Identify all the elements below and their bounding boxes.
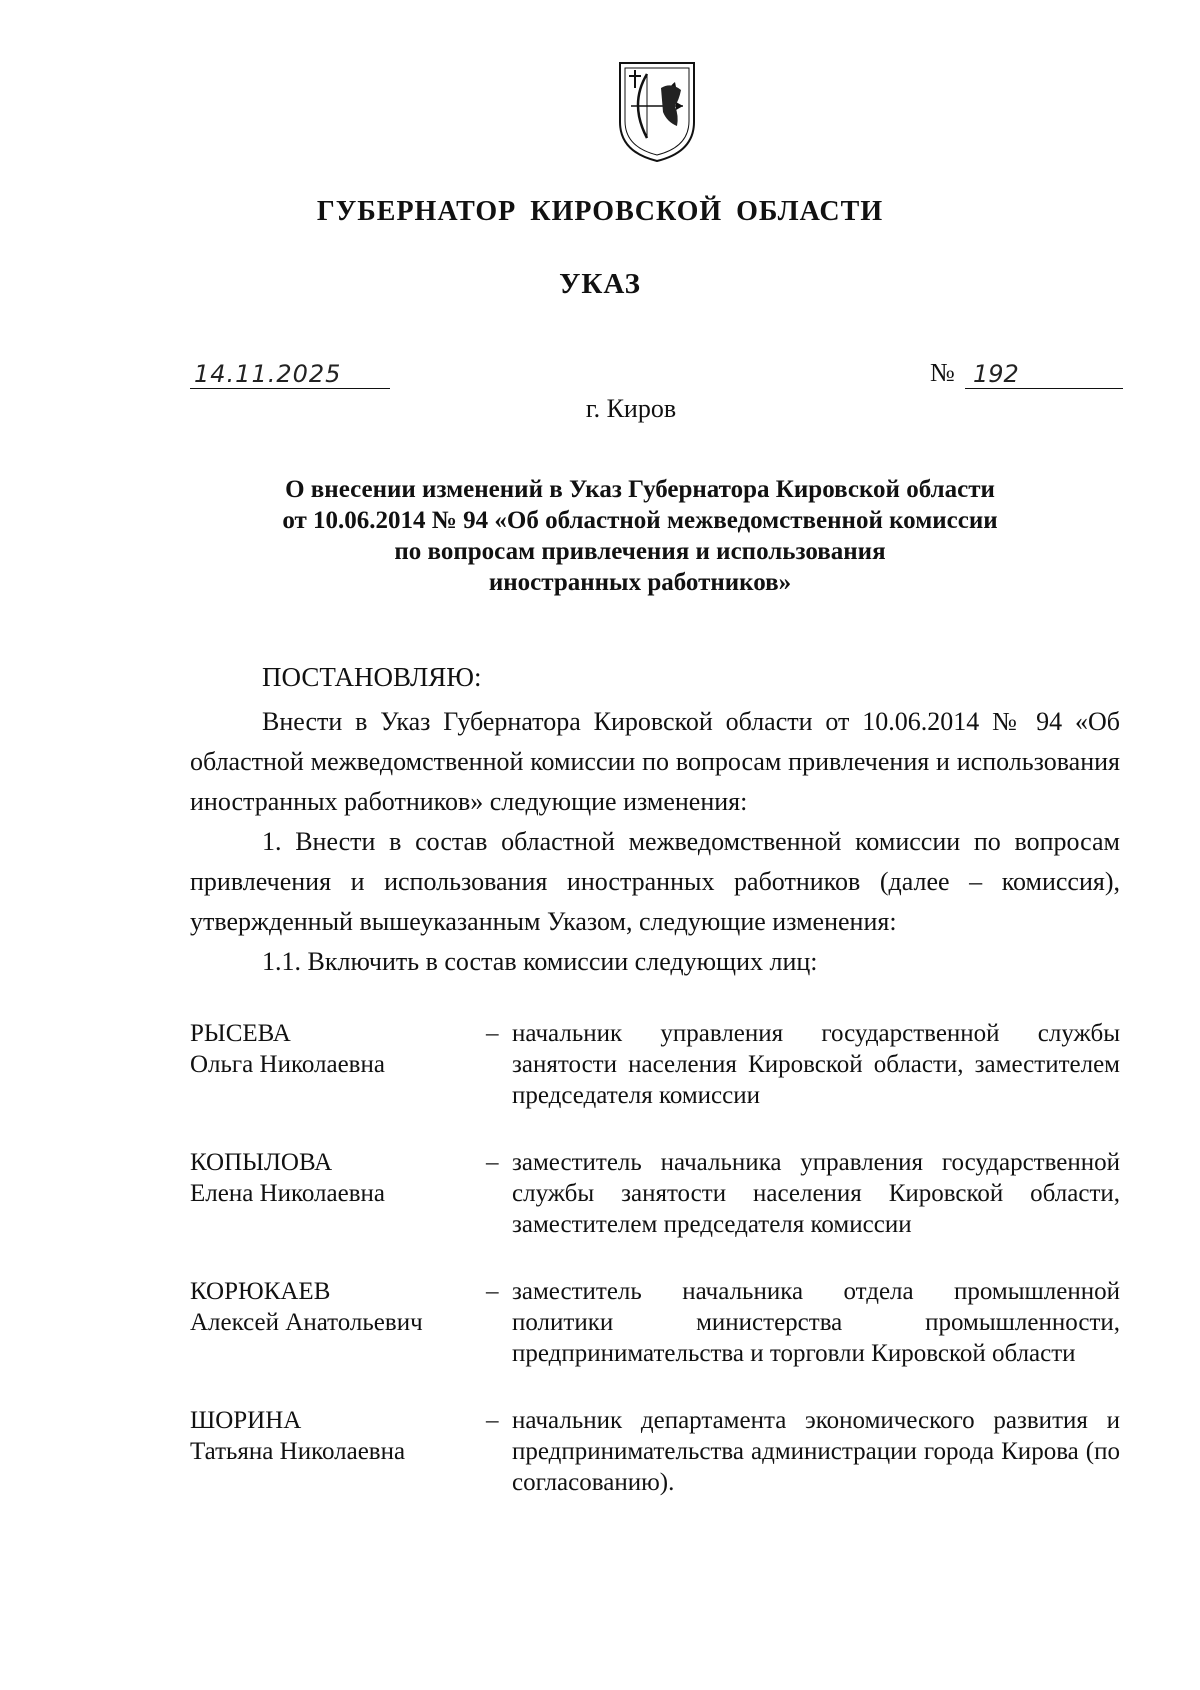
member-role: начальник департамента экономического развития и предпринимательства администрации города Кирова (по согласованию).: [512, 1407, 1120, 1496]
city: г. Киров: [585, 394, 677, 423]
member-given-name: Татьяна Николаевна: [190, 1438, 406, 1465]
handwritten-number: 192: [973, 360, 1019, 388]
date-field: [190, 358, 390, 389]
member-given-name: Ольга Николаевна: [190, 1051, 385, 1078]
member-name: [190, 1405, 480, 1467]
decree-word: ПОСТАНОВЛЯЮ:: [262, 662, 482, 692]
member-surname: ШОРИНА: [190, 1407, 302, 1434]
member-dash: –: [486, 1149, 499, 1176]
document-type: УКАЗ: [559, 268, 641, 300]
kirov-coat-of-arms-icon: [617, 60, 697, 164]
number-label: №: [930, 358, 955, 387]
title-line: О внесении изменений в Указ Губернатора Кировской области: [285, 476, 995, 503]
member-dash: –: [486, 1407, 499, 1434]
member-entry: [190, 1018, 1120, 1111]
member-dash: –: [486, 1020, 499, 1047]
member-dash: –: [486, 1278, 499, 1305]
body-text: [190, 702, 1120, 982]
member-entry: [190, 1276, 1120, 1369]
title-line: иностранных работников»: [488, 569, 792, 596]
handwritten-date: 14.11.2025: [194, 360, 342, 388]
member-surname: КОПЫЛОВА: [190, 1149, 333, 1176]
member-name: [190, 1147, 480, 1209]
members-list: [190, 1018, 1120, 1498]
member-name: [190, 1018, 480, 1080]
paragraph: Внести в Указ Губернатора Кировской области от 10.06.2014 № 94 «Об областной межведомственной комиссии по вопросам привлечения и использования иностранных работников» следующие изменения:: [190, 707, 1120, 816]
member-entry: [190, 1147, 1120, 1240]
member-given-name: Елена Николаевна: [190, 1180, 385, 1207]
member-entry: [190, 1405, 1120, 1498]
member-name: [190, 1276, 480, 1338]
member-given-name: Алексей Анатольевич: [190, 1309, 423, 1336]
number-field: [965, 358, 1123, 389]
member-surname: КОРЮКАЕВ: [190, 1278, 331, 1305]
title-line: по вопросам привлечения и использования: [394, 538, 886, 565]
member-role: заместитель начальника управления государственной службы занятости населения Кировской области, заместителем председателя комиссии: [512, 1149, 1120, 1238]
paragraph: 1. Внести в состав областной межведомственной комиссии по вопросам привлечения и использования иностранных работников (далее – комиссия), утвержденный вышеуказанным Указом, следующие изменения:: [190, 827, 1120, 936]
member-role: заместитель начальника отдела промышленной политики министерства промышленности, предпринимательства и торговли Кировской области: [512, 1278, 1120, 1367]
paragraph: 1.1. Включить в состав комиссии следующих лиц:: [262, 947, 818, 976]
document-title: [190, 474, 1090, 598]
member-role: начальник управления государственной службы занятости населения Кировской области, заместителем председателя комиссии: [512, 1020, 1120, 1109]
title-line: от 10.06.2014 № 94 «Об областной межведомственной комиссии: [282, 507, 998, 534]
issuing-authority: ГУБЕРНАТОР КИРОВСКОЙ ОБЛАСТИ: [316, 196, 884, 227]
member-surname: РЫСЕВА: [190, 1020, 291, 1047]
